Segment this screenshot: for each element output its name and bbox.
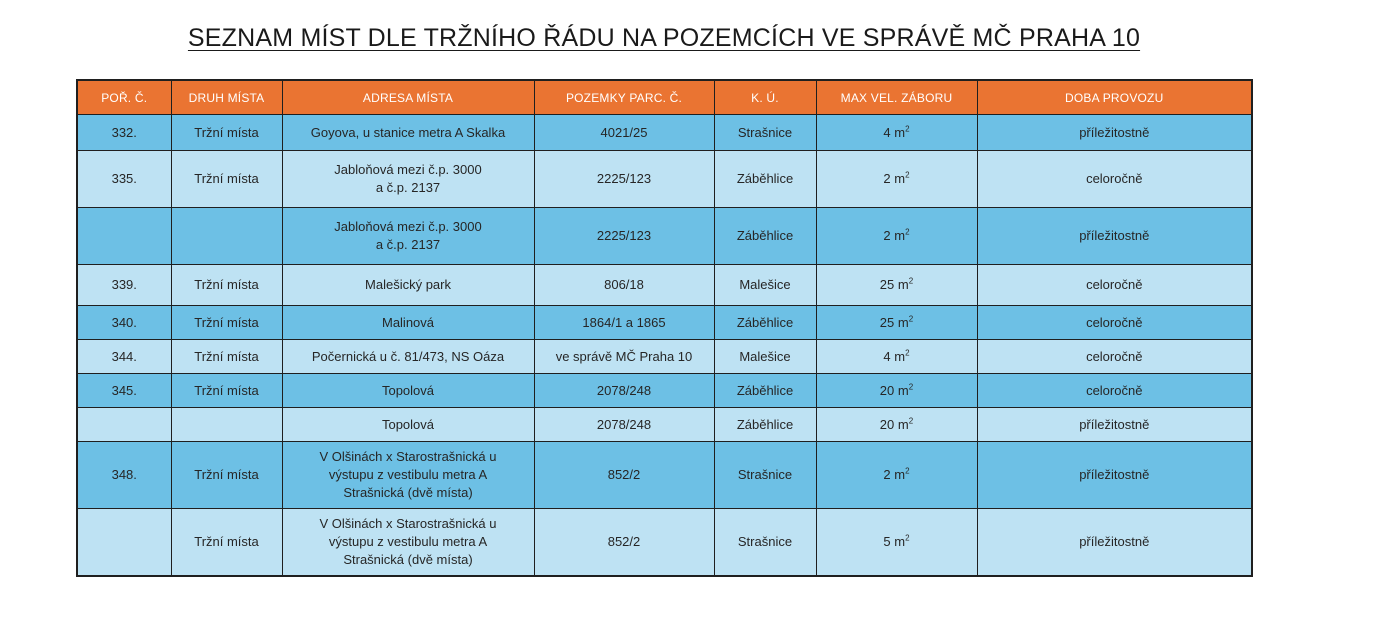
area-unit-exponent: 2 xyxy=(905,533,910,543)
cell-parcel: 2225/123 xyxy=(534,151,714,208)
table-row xyxy=(77,151,1252,208)
area-unit-exponent: 2 xyxy=(908,382,914,392)
cell-address xyxy=(282,340,534,374)
cell-cadastral-area: Strašnice xyxy=(714,115,816,151)
cell-operation-period: příležitostně xyxy=(977,442,1252,509)
table-row xyxy=(77,442,1252,509)
cell-cadastral-area: Záběhlice xyxy=(714,408,816,442)
table-row xyxy=(77,306,1252,340)
cell-number: 344. xyxy=(77,340,171,374)
cell-type: Tržní místa xyxy=(171,115,282,151)
cell-type: Tržní místa xyxy=(171,442,282,509)
cell-cadastral-area: Záběhlice xyxy=(714,151,816,208)
cell-parcel: 2078/248 xyxy=(534,374,714,408)
table-row xyxy=(77,408,1252,442)
header-cell-operation-period: DOBA PROVOZU xyxy=(977,80,1252,115)
area-unit-symbol: m xyxy=(894,348,906,364)
area-number: 2 xyxy=(883,228,891,243)
area-value xyxy=(883,228,909,243)
area-number: 20 xyxy=(879,416,895,432)
cell-max-area xyxy=(816,151,977,208)
cell-type: Tržní místa xyxy=(171,340,282,374)
cell-parcel: 2225/123 xyxy=(534,208,714,265)
area-unit-symbol: m xyxy=(894,228,906,243)
header-cell-number: POŘ. Č. xyxy=(77,80,171,115)
table-row xyxy=(77,265,1252,306)
cell-operation-period: celoročně xyxy=(977,265,1252,306)
cell-cadastral-area: Malešice xyxy=(714,265,816,306)
area-unit-symbol: m xyxy=(897,382,909,398)
cell-cadastral-area: Malešice xyxy=(714,340,816,374)
cell-type: Tržní místa xyxy=(171,374,282,408)
table-row xyxy=(77,340,1252,374)
cell-max-area xyxy=(816,208,977,265)
address-text: Topolová xyxy=(381,416,435,432)
cell-type xyxy=(171,408,282,442)
address-text: V Olšinách x Starostrašnická u výstupu z vestibulu metra A Strašnická (dvě místa) xyxy=(319,516,497,567)
cell-operation-period: celoročně xyxy=(977,340,1252,374)
address-text: V Olšinách x Starostrašnická u výstupu z vestibulu metra A Strašnická (dvě místa) xyxy=(319,449,497,500)
area-unit-exponent: 2 xyxy=(905,227,910,237)
cell-operation-period: příležitostně xyxy=(977,509,1252,577)
area-value xyxy=(883,534,909,549)
cell-max-area xyxy=(816,306,977,340)
cell-number: 345. xyxy=(77,374,171,408)
header-cell-max-area: MAX VEL. ZÁBORU xyxy=(816,80,977,115)
table-row xyxy=(77,115,1252,151)
cell-cadastral-area: Záběhlice xyxy=(714,374,816,408)
area-number: 4 xyxy=(883,124,891,140)
cell-max-area xyxy=(816,340,977,374)
area-value xyxy=(883,467,909,482)
area-unit-symbol: m xyxy=(897,314,909,330)
area-number: 25 xyxy=(879,314,895,330)
header-cell-cadastral-area: K. Ú. xyxy=(714,80,816,115)
area-value xyxy=(880,417,913,432)
area-number: 20 xyxy=(879,382,895,398)
cell-max-area xyxy=(816,115,977,151)
cell-type: Tržní místa xyxy=(171,151,282,208)
area-unit-exponent: 2 xyxy=(905,124,910,134)
cell-address xyxy=(282,265,534,306)
cell-operation-period: celoročně xyxy=(977,306,1252,340)
page-title: SEZNAM MÍST DLE TRŽNÍHO ŘÁDU NA POZEMCÍCH VE SPRÁVĚ MČ PRAHA 10 xyxy=(187,24,1141,52)
cell-type: Tržní místa xyxy=(171,509,282,577)
area-unit-exponent: 2 xyxy=(905,348,910,358)
cell-operation-period: příležitostně xyxy=(977,115,1252,151)
cell-operation-period: příležitostně xyxy=(977,408,1252,442)
area-number: 25 xyxy=(879,277,895,292)
cell-max-area xyxy=(816,265,977,306)
cell-number: 335. xyxy=(77,151,171,208)
table-row xyxy=(77,374,1252,408)
address-text: Počernická u č. 81/473, NS Oáza xyxy=(311,348,505,364)
area-unit-exponent: 2 xyxy=(908,314,914,324)
cell-parcel: 2078/248 xyxy=(534,408,714,442)
area-value xyxy=(883,125,909,140)
cell-address xyxy=(282,306,534,340)
cell-cadastral-area: Strašnice xyxy=(714,442,816,509)
address-text: Jabloňová mezi č.p. 3000 a č.p. 2137 xyxy=(334,162,482,195)
cell-operation-period: příležitostně xyxy=(977,208,1252,265)
area-number: 4 xyxy=(883,348,891,364)
header-cell-parcel: POZEMKY PARC. Č. xyxy=(534,80,714,115)
cell-cadastral-area: Záběhlice xyxy=(714,208,816,265)
cell-number xyxy=(77,208,171,265)
cell-parcel: 852/2 xyxy=(534,442,714,509)
cell-parcel: 1864/1 a 1865 xyxy=(534,306,714,340)
area-value xyxy=(880,383,913,398)
area-number: 5 xyxy=(883,534,891,549)
area-unit-exponent: 2 xyxy=(905,170,910,180)
cell-operation-period: celoročně xyxy=(977,151,1252,208)
cell-number: 348. xyxy=(77,442,171,509)
cell-address xyxy=(282,115,534,151)
cell-parcel: ve správě MČ Praha 10 xyxy=(534,340,714,374)
cell-number xyxy=(77,408,171,442)
table-header-row xyxy=(77,80,1252,115)
cell-type xyxy=(171,208,282,265)
cell-type: Tržní místa xyxy=(171,265,282,306)
area-value xyxy=(883,171,909,186)
cell-address xyxy=(282,374,534,408)
market-places-table xyxy=(76,79,1253,577)
address-text: Malešický park xyxy=(365,277,451,292)
cell-address xyxy=(282,442,534,509)
cell-max-area xyxy=(816,509,977,577)
address-text: Goyova, u stanice metra A Skalka xyxy=(310,124,506,140)
area-unit-symbol: m xyxy=(894,534,906,549)
area-unit-symbol: m xyxy=(894,171,906,186)
area-number: 2 xyxy=(883,171,891,186)
cell-number: 339. xyxy=(77,265,171,306)
table-row xyxy=(77,509,1252,577)
area-unit-symbol: m xyxy=(897,277,909,292)
cell-address xyxy=(282,208,534,265)
cell-type: Tržní místa xyxy=(171,306,282,340)
area-unit-symbol: m xyxy=(894,467,906,482)
cell-max-area xyxy=(816,442,977,509)
cell-cadastral-area: Záběhlice xyxy=(714,306,816,340)
address-text: Topolová xyxy=(381,382,435,398)
cell-number: 340. xyxy=(77,306,171,340)
cell-max-area xyxy=(816,408,977,442)
header-cell-address: ADRESA MÍSTA xyxy=(282,80,534,115)
header-cell-type: DRUH MÍSTA xyxy=(171,80,282,115)
area-value xyxy=(880,315,913,330)
cell-address xyxy=(282,509,534,577)
cell-parcel: 852/2 xyxy=(534,509,714,577)
cell-parcel: 4021/25 xyxy=(534,115,714,151)
area-unit-symbol: m xyxy=(894,124,906,140)
cell-address xyxy=(282,408,534,442)
area-unit-exponent: 2 xyxy=(908,276,914,286)
area-unit-symbol: m xyxy=(897,416,909,432)
cell-address xyxy=(282,151,534,208)
cell-parcel: 806/18 xyxy=(534,265,714,306)
cell-max-area xyxy=(816,374,977,408)
cell-number: 332. xyxy=(77,115,171,151)
table-row xyxy=(77,208,1252,265)
address-text: Jabloňová mezi č.p. 3000 a č.p. 2137 xyxy=(334,219,482,252)
area-number: 2 xyxy=(883,467,891,482)
area-unit-exponent: 2 xyxy=(908,416,914,426)
address-text: Malinová xyxy=(381,314,435,330)
area-unit-exponent: 2 xyxy=(905,466,910,476)
area-value xyxy=(883,349,909,364)
cell-cadastral-area: Strašnice xyxy=(714,509,816,577)
cell-operation-period: celoročně xyxy=(977,374,1252,408)
area-value xyxy=(880,277,913,292)
cell-number xyxy=(77,509,171,577)
